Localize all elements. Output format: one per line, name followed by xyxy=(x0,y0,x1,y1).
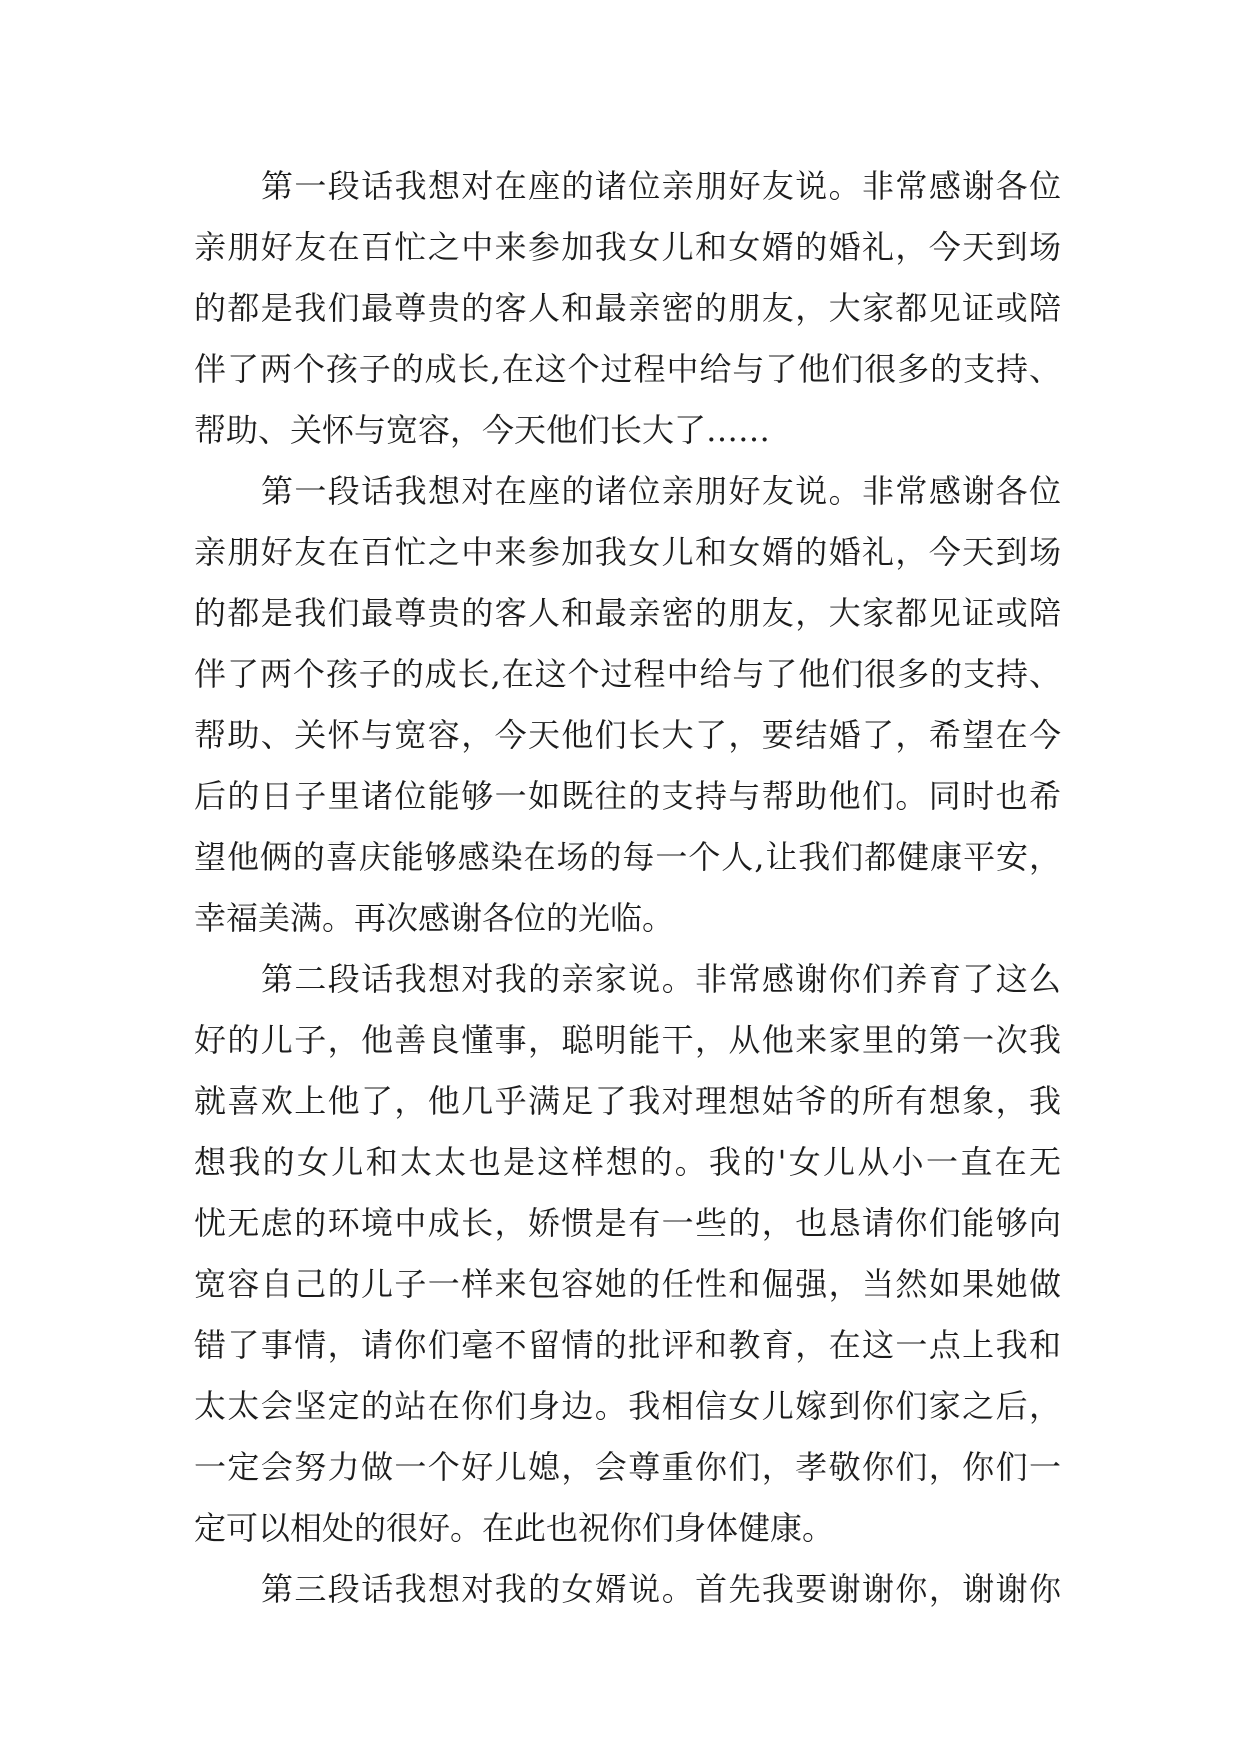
paragraph-4 xyxy=(194,1559,1061,1620)
text-line: 想我的女儿和太太也是这样想的。我的'女儿从小一直在无 xyxy=(194,1143,1061,1181)
text-line: 的都是我们最尊贵的客人和最亲密的朋友，大家都见证或陪 xyxy=(194,289,1061,327)
text-line: 伴了两个孩子的成长,在这个过程中给与了他们很多的支持、 xyxy=(194,350,1061,388)
paragraph-3 xyxy=(194,949,1061,1559)
text-line: 帮助、关怀与宽容，今天他们长大了，要结婚了，希望在今 xyxy=(194,716,1061,754)
text-line: 第三段话我想对我的女婿说。首先我要谢谢你，谢谢你 xyxy=(261,1570,1061,1608)
text-line: 帮助、关怀与宽容，今天他们长大了…… xyxy=(194,411,771,449)
text-line: 后的日子里诸位能够一如既往的支持与帮助他们。同时也希 xyxy=(194,777,1061,815)
paragraph-2 xyxy=(194,461,1061,949)
text-line: 伴了两个孩子的成长,在这个过程中给与了他们很多的支持、 xyxy=(194,655,1061,693)
text-line: 第一段话我想对在座的诸位亲朋好友说。非常感谢各位 xyxy=(261,472,1061,510)
text-line: 错了事情，请你们毫不留情的批评和教育，在这一点上我和 xyxy=(194,1326,1061,1364)
text-line: 忧无虑的环境中成长，娇惯是有一些的，也恳请你们能够向 xyxy=(194,1204,1061,1242)
text-line: 的都是我们最尊贵的客人和最亲密的朋友，大家都见证或陪 xyxy=(194,594,1061,632)
text-line: 第一段话我想对在座的诸位亲朋好友说。非常感谢各位 xyxy=(261,167,1061,205)
text-line: 太太会坚定的站在你们身边。我相信女儿嫁到你们家之后， xyxy=(194,1387,1061,1425)
text-line: 幸福美满。再次感谢各位的光临。 xyxy=(194,899,675,937)
paragraph-1 xyxy=(194,156,1061,461)
document-body xyxy=(194,156,1061,1620)
text-line: 好的儿子，他善良懂事，聪明能干，从他来家里的第一次我 xyxy=(194,1021,1061,1059)
text-line: 亲朋好友在百忙之中来参加我女儿和女婿的婚礼，今天到场 xyxy=(194,228,1061,266)
text-line: 一定会努力做一个好儿媳，会尊重你们，孝敬你们，你们一 xyxy=(194,1448,1061,1486)
text-line: 就喜欢上他了，他几乎满足了我对理想姑爷的所有想象，我 xyxy=(194,1082,1061,1120)
text-line: 第二段话我想对我的亲家说。非常感谢你们养育了这么 xyxy=(261,960,1061,998)
text-line: 望他俩的喜庆能够感染在场的每一个人,让我们都健康平安， xyxy=(194,838,1061,876)
text-line: 定可以相处的很好。在此也祝你们身体健康。 xyxy=(194,1509,835,1547)
text-line: 亲朋好友在百忙之中来参加我女儿和女婿的婚礼，今天到场 xyxy=(194,533,1061,571)
text-line: 宽容自己的儿子一样来包容她的任性和倔强，当然如果她做 xyxy=(194,1265,1061,1303)
